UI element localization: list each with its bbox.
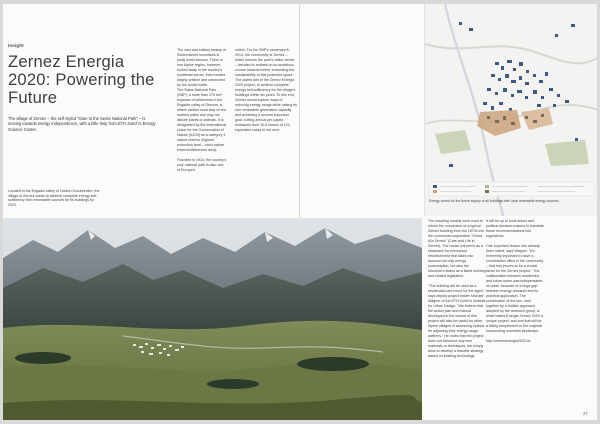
map-caption: Energy zones for the future supply of all buildings with local renewable energy sources — [429, 199, 559, 203]
valley-landscape-graphic — [3, 218, 422, 420]
body-column-2: The resulting models were used to inform the conversion of a typical Zernez building from the 1870s into the communal cooperative "Chùra d'la Zernez" (Care and Life in Zernez). The house will serve as a showcase for exemplary refurbishment that takes into account not only energy consumption, but also the structure's status as a listed building and related legislation. "The building will be used as a residential care home for the aged," says deputy project leader Michael Wagner of the ETH Zurich's Institute for Urban Design. "We believe that the action plan and manual developed in the course of this project will also be useful for other Alpine villages in assessing options for adjusting their energy usage patterns." He notes that the project does not introduce any new materials or techniques, but simply aims to develop a feasible strategy based on existing technology. — [428, 219, 486, 358]
energy-zones-map — [424, 4, 597, 216]
body-column-3: It will be up to local actors and political decision-makers to translate those recommendations into regulations. One important lesson has already been noted, says Wagner: "It's extremely important to have a coordination office in the community – that has proven to be a crucial factor for the Zernez project." The collaboration between academics and future users was indispensable, he adds, because of a huge gap between energy research and its practical application. The combination of the two, held together by a holistic approach adopted by the research group, is what makes Energia Zernez 2020 a unique project, and one that will be a fitting complement to the majestic surrounding mountain landscape. http://zernezenergia2020.ch — [486, 219, 544, 343]
photo-caption: Located in the Engadin valley of Canton Graubünden, the village of Zernez wants to achieve complete energy self-sufficiency from renewable sources for its buildings by 2020. — [8, 189, 100, 207]
body-column-2: The vast and solitary beauty of Switzerland's mountains is justly world-famous. There is one Alpine region, however, tucked away in the country's southeast corner, that remains largely pristine and untouched by the tourist trade. The Swiss National Park (SNP), a more than 170 km² expanse of wilderness in the Engadin valley of Grisons, is where visitors must stay on the marked paths and may not disturb plants or animals. It is designated by the International Union for the Conservation of Nature (IUCN) as a category 1 nature reserve (highest protection level – strict nature reserve/wilderness area). Founded in 1914, the country's only national park is also one of Europe's — [177, 48, 227, 172]
article-title: Zernez Energia 2020: Powering the Future — [8, 52, 155, 107]
village-map-graphic — [425, 4, 597, 216]
engadin-valley-photo — [3, 218, 422, 420]
section-kicker: Insight — [8, 44, 24, 49]
article-lead: The village of Zernez – the self-styled "Gate to the Swiss National Park" – is moving towards energy independence, with a little help from ETH Zurich's Energy Science Center. — [8, 116, 156, 132]
body-column-3: oldest. For the SNP's centenary in 2014, the community of Zernez – which houses the park's visitor center – decided to embark on an ambitious course towards further enhancing the sustainability of this protected space. The stated aim of the Zernez Energia 2020 project, to achieve complete energy self-sufficiency for the village's buildings within six years. To this end, Zernez would explore ways of reducing energy usage while raising its own renewable generation capacity and achieving a second important goal: cutting annual per-capita emissions from 10.8 tonnes of CO₂ equivalent today to net zero. — [235, 48, 297, 132]
page-number: 27 — [583, 411, 588, 416]
